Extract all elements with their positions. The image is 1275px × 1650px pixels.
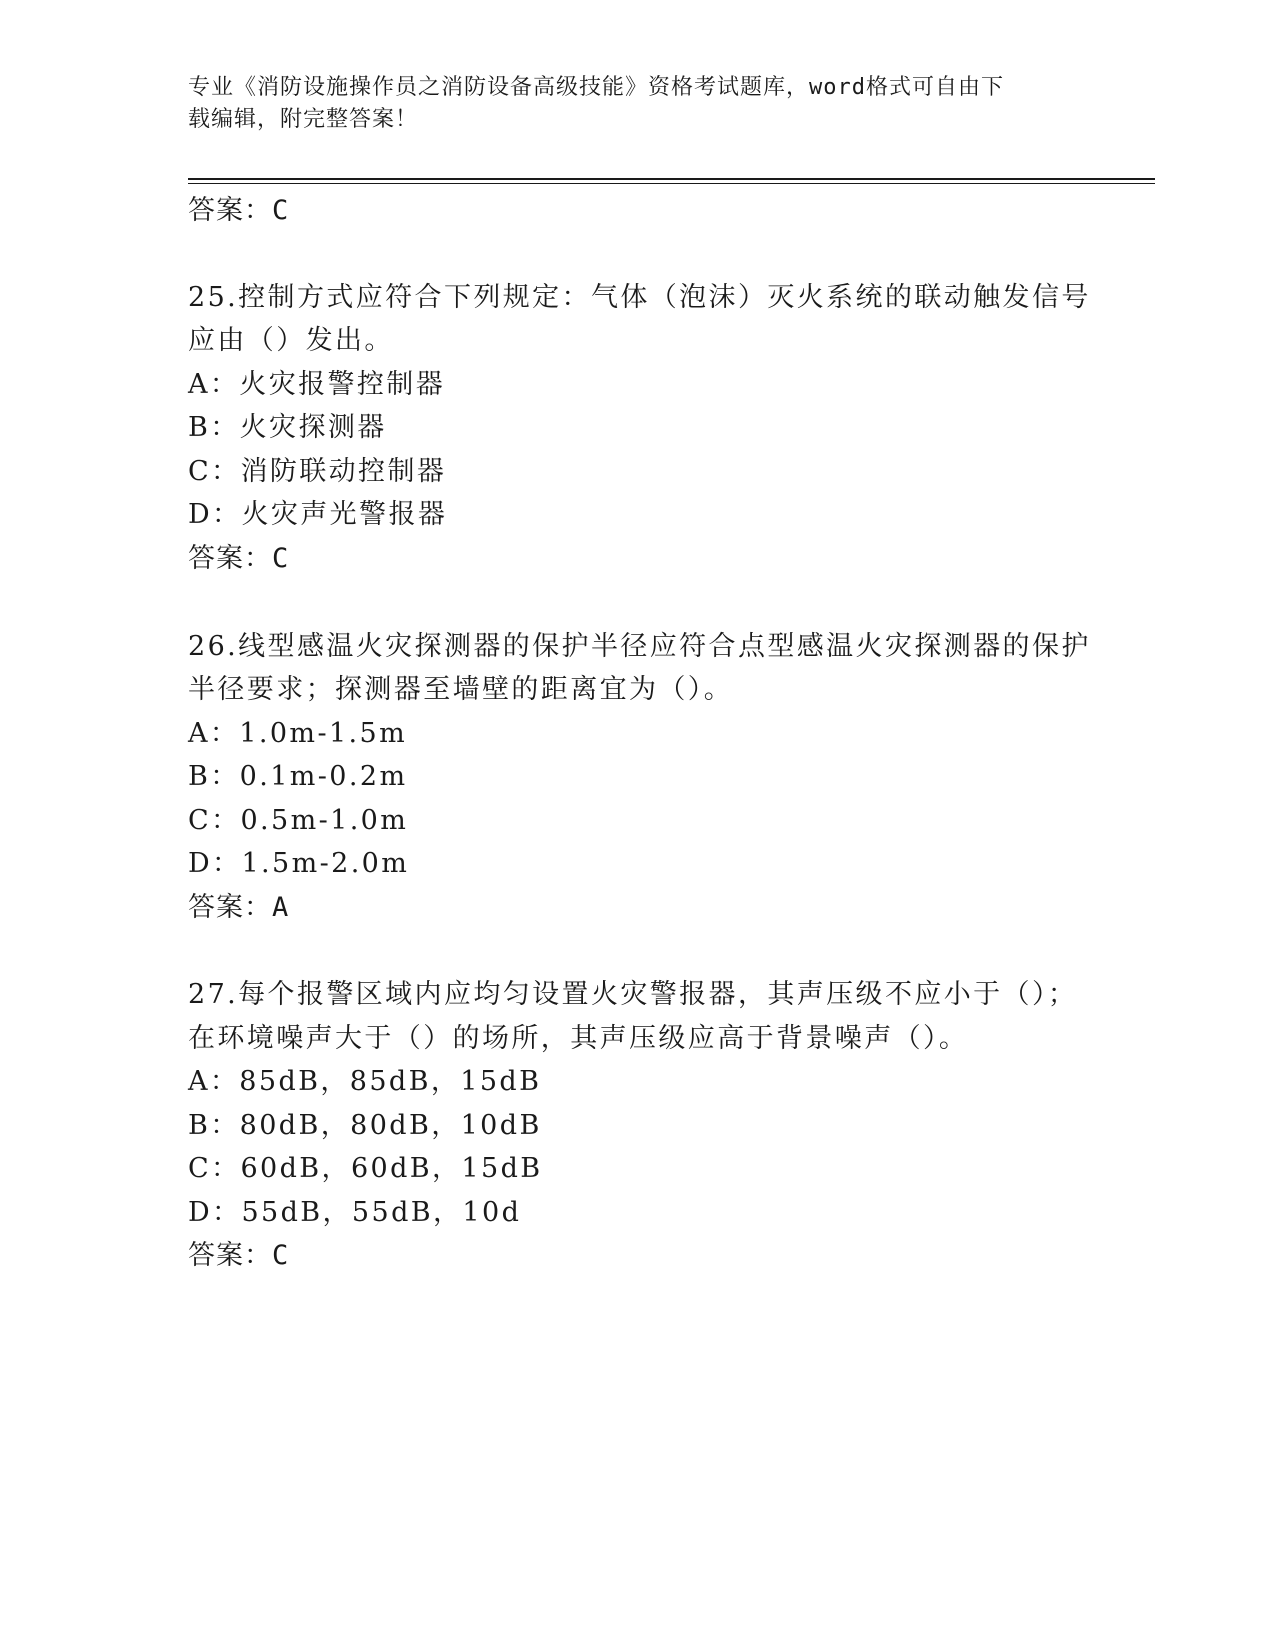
- question-25-stem-line-2: 应由（）发出。: [188, 325, 394, 356]
- header-divider-thin: [188, 183, 1155, 184]
- answer-value: C: [272, 195, 290, 226]
- question-27-stem-line-1: 27.每个报警区域内应均匀设置火灾警报器，其声压级不应小于（）；: [188, 979, 1078, 1010]
- question-26-option-c: C：0.5m-1.0m: [188, 805, 409, 836]
- document-header: [188, 72, 1068, 136]
- question-26-stem-line-1: 26.线型感温火灾探测器的保护半径应符合点型感温火灾探测器的保护: [188, 631, 1091, 662]
- answer-label: 答案：: [188, 1240, 272, 1271]
- question-27-answer: [188, 1233, 289, 1272]
- question-26-option-a: A：1.0m-1.5m: [188, 718, 408, 749]
- question-27-stem-line-2: 在环境噪声大于（）的场所，其声压级应高于背景噪声（）。: [188, 1023, 969, 1054]
- question-27-option-d: D：55dB，55dB，10d: [188, 1197, 522, 1228]
- question-27-option-b: B：80dB，80dB，10dB: [188, 1110, 542, 1141]
- answer-line: [188, 188, 289, 227]
- answer-value: A: [272, 892, 290, 923]
- header-divider: [188, 178, 1155, 180]
- question-27-option-a: A：85dB，85dB，15dB: [188, 1066, 542, 1097]
- question-26-answer: [188, 885, 289, 924]
- header-line-1: 专业《消防设施操作员之消防设备高级技能》资格考试题库，word格式可自由下: [188, 75, 1004, 100]
- answer-value: C: [272, 1240, 290, 1271]
- question-25-option-c: C：消防联动控制器: [188, 456, 447, 487]
- question-25-option-a: A：火灾报警控制器: [188, 369, 446, 400]
- question-27-option-c: C：60dB，60dB，15dB: [188, 1153, 543, 1184]
- question-25-stem-line-1: 25.控制方式应符合下列规定：气体（泡沫）灭火系统的联动触发信号: [188, 282, 1091, 313]
- question-26-stem-line-2: 半径要求；探测器至墙壁的距离宜为（）。: [188, 674, 734, 705]
- question-25-option-d: D：火灾声光警报器: [188, 499, 448, 530]
- answer-label: 答案：: [188, 892, 272, 923]
- question-26-option-b: B：0.1m-0.2m: [188, 761, 408, 792]
- header-line-2: 载编辑，附完整答案！: [188, 107, 419, 132]
- question-26-option-d: D：1.5m-2.0m: [188, 848, 410, 879]
- answer-label: 答案：: [188, 195, 272, 226]
- question-25-option-b: B：火灾探测器: [188, 412, 387, 443]
- answer-label: 答案：: [188, 543, 272, 574]
- question-25-answer: [188, 536, 289, 575]
- answer-value: C: [272, 543, 290, 574]
